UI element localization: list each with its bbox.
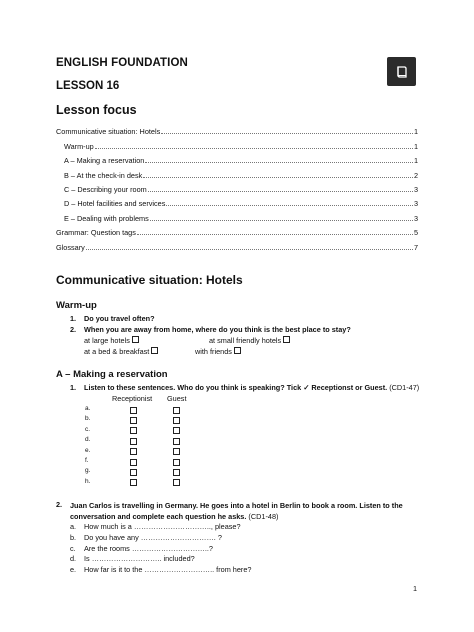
question-number: 1. bbox=[70, 383, 77, 392]
receptionist-checkbox[interactable] bbox=[130, 459, 137, 466]
question-number: 1. bbox=[70, 314, 77, 323]
question-number: 2. bbox=[56, 500, 63, 509]
option-label: at a bed & breakfast bbox=[84, 347, 150, 356]
checkbox[interactable] bbox=[151, 347, 158, 354]
audio-reference: (CD1-47) bbox=[387, 383, 420, 392]
grid-row-letter: c. bbox=[85, 425, 91, 433]
toc-label: D – Hotel facilities and services bbox=[64, 199, 166, 209]
guest-checkbox[interactable] bbox=[173, 448, 180, 455]
audio-reference: (CD1-48) bbox=[246, 512, 279, 521]
toc-row[interactable] bbox=[56, 208, 418, 222]
option-label: at small friendly hotels bbox=[209, 336, 282, 345]
item-letter: a. bbox=[70, 522, 77, 531]
toc-row[interactable] bbox=[56, 194, 418, 208]
guest-checkbox[interactable] bbox=[173, 479, 180, 486]
guest-checkbox[interactable] bbox=[173, 417, 180, 424]
toc-label: Communicative situation: Hotels bbox=[56, 127, 161, 137]
toc-leader bbox=[150, 220, 413, 221]
fill-in-text: Do you have any …………………………. ? bbox=[84, 533, 222, 542]
grid-row-letter: d. bbox=[85, 436, 91, 444]
item-letter: d. bbox=[70, 554, 77, 563]
section-heading: Communicative situation: Hotels bbox=[56, 273, 243, 287]
toc-leader bbox=[143, 177, 413, 178]
grid-row-letter: h. bbox=[85, 477, 91, 485]
fill-in-row[interactable] bbox=[70, 554, 195, 563]
page-number: 1 bbox=[413, 584, 418, 593]
receptionist-checkbox[interactable] bbox=[130, 479, 137, 486]
warmup-question-2 bbox=[70, 325, 430, 335]
toc-label: Glossary bbox=[56, 242, 85, 252]
guest-checkbox[interactable] bbox=[173, 459, 180, 466]
option-small-hotels[interactable] bbox=[209, 336, 290, 345]
warmup-question-1 bbox=[70, 314, 430, 324]
course-title: ENGLISH FOUNDATION bbox=[56, 57, 188, 69]
part-a-question-1 bbox=[70, 383, 430, 393]
toc-row[interactable] bbox=[56, 136, 418, 150]
part-a-heading: A – Making a reservation bbox=[56, 369, 168, 380]
column-receptionist: Receptionist bbox=[112, 394, 153, 403]
receptionist-checkbox[interactable] bbox=[130, 417, 137, 424]
grid-row-letter: b. bbox=[85, 415, 91, 423]
receptionist-checkbox[interactable] bbox=[130, 427, 137, 434]
option-label: with friends bbox=[195, 347, 232, 356]
toc-label: Grammar: Question tags bbox=[56, 228, 136, 238]
toc-page: 7 bbox=[413, 242, 418, 252]
toc-page: 1 bbox=[413, 141, 418, 151]
toc-row[interactable] bbox=[56, 223, 418, 237]
option-label: at large hotels bbox=[84, 336, 130, 345]
question-text: Do you travel often? bbox=[84, 314, 155, 323]
book-icon bbox=[387, 57, 416, 86]
option-bed-breakfast[interactable] bbox=[84, 347, 158, 356]
toc-row[interactable] bbox=[56, 122, 418, 136]
item-letter: c. bbox=[70, 544, 76, 553]
question-number: 2. bbox=[70, 325, 77, 334]
part-a-question-2 bbox=[70, 500, 430, 522]
lesson-focus-heading: Lesson focus bbox=[56, 103, 137, 117]
toc-page: 3 bbox=[413, 184, 418, 194]
fill-in-text: How much is a ………………………….., please? bbox=[84, 522, 241, 531]
toc-label: E – Dealing with problems bbox=[64, 213, 149, 223]
toc-row[interactable] bbox=[56, 151, 418, 165]
grid-row-letter: g. bbox=[85, 467, 91, 475]
toc-label: A – Making a reservation bbox=[64, 156, 145, 166]
toc-leader bbox=[95, 148, 413, 149]
question-text: Juan Carlos is travelling in Germany. He goes into a hotel in Berlin to book a room. Listen to the conversation and complete each question he asks. bbox=[70, 501, 403, 521]
option-with-friends[interactable] bbox=[195, 347, 241, 356]
toc-row[interactable] bbox=[56, 165, 418, 179]
table-of-contents bbox=[56, 122, 418, 252]
item-letter: b. bbox=[70, 533, 77, 542]
toc-page: 3 bbox=[413, 199, 418, 209]
toc-leader bbox=[145, 162, 413, 163]
grid-row-letter: e. bbox=[85, 446, 91, 454]
toc-leader bbox=[86, 249, 413, 250]
toc-label: B – At the check-in desk bbox=[64, 170, 143, 180]
toc-label: C – Describing your room bbox=[64, 184, 147, 194]
toc-leader bbox=[166, 205, 413, 206]
toc-page: 1 bbox=[413, 156, 418, 166]
receptionist-checkbox[interactable] bbox=[130, 448, 137, 455]
toc-leader bbox=[137, 234, 413, 235]
toc-leader bbox=[161, 133, 413, 134]
item-letter: e. bbox=[70, 565, 77, 574]
fill-in-row[interactable] bbox=[70, 522, 241, 531]
receptionist-checkbox[interactable] bbox=[130, 407, 137, 414]
toc-page: 1 bbox=[413, 127, 418, 137]
fill-in-text: How far is it to the ……………………….. from here? bbox=[84, 565, 252, 574]
toc-page: 2 bbox=[413, 170, 418, 180]
guest-checkbox[interactable] bbox=[173, 469, 180, 476]
toc-label: Warm-up bbox=[64, 141, 94, 151]
guest-checkbox[interactable] bbox=[173, 407, 180, 414]
guest-checkbox[interactable] bbox=[173, 438, 180, 445]
toc-page: 5 bbox=[413, 228, 418, 238]
receptionist-checkbox[interactable] bbox=[130, 469, 137, 476]
receptionist-checkbox[interactable] bbox=[130, 438, 137, 445]
toc-row[interactable] bbox=[56, 237, 418, 251]
question-text: Listen to these sentences. Who do you think is speaking? Tick ✓ Receptionst or Guest. bbox=[84, 383, 388, 392]
lesson-title: LESSON 16 bbox=[56, 80, 120, 92]
fill-in-row[interactable] bbox=[70, 544, 213, 553]
toc-row[interactable] bbox=[56, 180, 418, 194]
grid-row-letter: f. bbox=[85, 457, 89, 464]
toc-page: 3 bbox=[413, 213, 418, 223]
grid-row-letter: a. bbox=[85, 405, 91, 412]
fill-in-text: Are the rooms …………………………..? bbox=[84, 544, 213, 553]
fill-in-text: Is ……………………….. included? bbox=[84, 554, 195, 563]
warmup-heading: Warm-up bbox=[56, 300, 97, 311]
fill-in-row[interactable] bbox=[70, 565, 251, 574]
column-guest: Guest bbox=[167, 394, 187, 403]
checkbox[interactable] bbox=[132, 336, 139, 343]
option-large-hotels[interactable] bbox=[84, 336, 139, 345]
toc-leader bbox=[148, 191, 413, 192]
checkbox[interactable] bbox=[234, 347, 241, 354]
question-text: When you are away from home, where do you think is the best place to stay? bbox=[84, 325, 351, 334]
fill-in-row[interactable] bbox=[70, 533, 222, 542]
guest-checkbox[interactable] bbox=[173, 427, 180, 434]
checkbox[interactable] bbox=[283, 336, 290, 343]
